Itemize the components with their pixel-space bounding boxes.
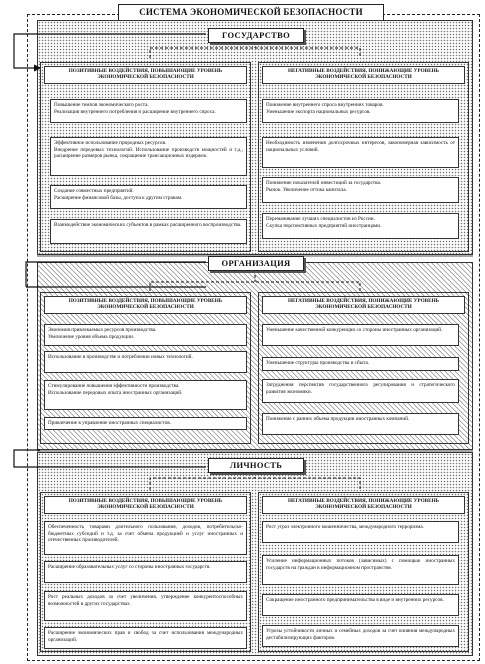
person-negative-item-1: Рост угроз электронного мошенничества, международного терроризма. (262, 521, 459, 543)
person-negative-item-3: Сокращение иностранного предпринимательства в виде и внутренних ресурсов. (262, 594, 459, 616)
organization-negative-column (258, 292, 469, 444)
state-positive-item-2: Эффективное использование природных ресурсов. Внедрение передовых технологий. Использование производств мощностей и т.д., расширение размеров рынка, сокращение трансакционных издержек. (50, 137, 247, 176)
level-label-state: ГОСУДАРСТВО (208, 28, 304, 43)
person-positive-item-1: Обеспеченность товарами длительного пользования, доходов, потребительско-бюджетных субсидий и т.д. за счет обмена продукцией и услуг иностранных и отечественных производителей. (44, 521, 247, 555)
person-positive-item-4: Расширение экономических прав и свобод за счет использования международных организаций. (44, 627, 247, 649)
person-negative-item-2: Усиление информационных потоков (зависимых) с помощью иностранных государств на граждан в информационном пространстве. (262, 555, 459, 585)
state-negative-column (258, 62, 469, 252)
organization-negative-item-4: Понижение с ранних объема продукции иностранных компаний. (262, 413, 459, 435)
level-label-person: ЛИЧНОСТЬ (208, 458, 304, 473)
organization-negative-item-1: Уменьшение качественной конкуренции со стороны иностранных организаций. (262, 324, 459, 346)
person-positive-item-3: Рост реальных доходов за счет увеличения, утверждение конкурентоспособных возможностей в других государствах. (44, 591, 247, 621)
state-positive-header: ПОЗИТИВНЫЕ ВОЗДЕЙСТВИЯ, ПОВЫШАЮЩИЕ УРОВЕНЬ ЭКОНОМИЧЕСКОЙ БЕЗОПАСНОСТИ (44, 66, 247, 84)
organization-positive-column (40, 292, 251, 444)
diagram-title: СИСТЕМА ЭКОНОМИЧЕСКОЙ БЕЗОПАСНОСТИ (118, 4, 384, 21)
person-positive-column (40, 492, 251, 652)
state-positive-column (40, 62, 251, 252)
organization-positive-item-1: Экономия привлекаемых ресурсов производства. Увеличение уровня объема продукции. (44, 324, 247, 346)
person-positive-item-2: Расширение образовательных услуг со стороны иностранных государств. (44, 561, 247, 583)
state-negative-header: НЕГАТИВНЫЕ ВОЗДЕЙСТВИЯ, ПОНИЖАЮЩИЕ УРОВЕНЬ ЭКОНОМИЧЕСКОЙ БЕЗОПАСНОСТИ (262, 66, 465, 84)
person-positive-header: ПОЗИТИВНЫЕ ВОЗДЕЙСТВИЯ, ПОВЫШАЮЩИЕ УРОВЕНЬ ЭКОНОМИЧЕСКОЙ БЕЗОПАСНОСТИ (44, 496, 247, 514)
organization-negative-header: НЕГАТИВНЫЕ ВОЗДЕЙСТВИЯ, ПОНИЖАЮЩИЕ УРОВЕНЬ ЭКОНОМИЧЕСКОЙ БЕЗОПАСНОСТИ (262, 296, 465, 314)
state-negative-item-3: Понижение показателей инвестиций за государства. Рынок. Увеличение оттока капитала. (262, 177, 459, 203)
organization-positive-item-2: Использование в производстве и потреблении новых технологий. (44, 351, 247, 373)
organization-positive-item-3: Стимулирование повышения эффективности производства. Использование передовых опыта иностранных организаций. (44, 380, 247, 410)
organization-negative-item-2: Уменьшение структуры производства и сбыта. (262, 357, 459, 371)
state-positive-item-4: Взаимодействие экономических субъектов в рамках расширенного воспроизводства. (50, 219, 247, 244)
organization-positive-header: ПОЗИТИВНЫЕ ВОЗДЕЙСТВИЯ, ПОВЫШАЮЩИЕ УРОВЕНЬ ЭКОНОМИЧЕСКОЙ БЕЗОПАСНОСТИ (44, 296, 247, 314)
state-positive-item-3: Создание совместных предприятий. Расширение финансовой базы, доступа к другим странам. (50, 185, 247, 209)
person-negative-column (258, 492, 469, 652)
state-negative-item-1: Понижение внутреннего спроса внутренних товаров. Уменьшение экспорта национальных ресурсов. (262, 99, 459, 123)
organization-negative-item-3: Затруднения перспектив государственного регулирования и стратегического развития экономики. (262, 379, 459, 403)
person-negative-header: НЕГАТИВНЫЕ ВОЗДЕЙСТВИЯ, ПОНИЖАЮЩИЕ УРОВЕНЬ ЭКОНОМИЧЕСКОЙ БЕЗОПАСНОСТИ (262, 496, 465, 514)
organization-positive-item-4: Привлечение в управление иностранных специалистов. (44, 417, 247, 430)
state-negative-item-2: Необходимость изменения долгосрочных интересов, закономерная зависимость от национальных условий. (262, 137, 459, 168)
state-negative-item-4: Переманивание лучших специалистов из России. Скупка перспективных предприятий иностранцами. (262, 213, 459, 239)
level-label-organization: ОРГАНИЗАЦИЯ (208, 256, 304, 271)
person-negative-item-4: Угрозы устойчивости личных и семейных доходов за счет влияния международных дестабилизирующих факторов. (262, 625, 459, 647)
state-positive-item-1: Повышение темпов экономического роста. Реализация внутреннего потребления и расширение внутреннего спроса. (50, 99, 247, 123)
